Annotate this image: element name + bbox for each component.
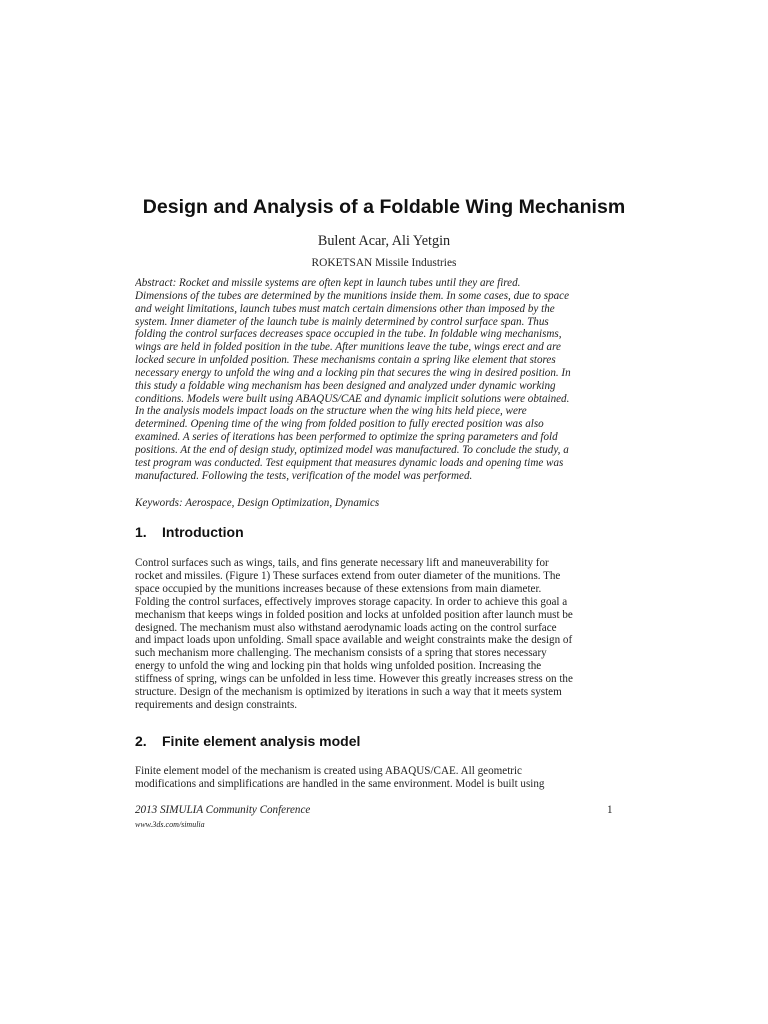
section-title: Introduction <box>162 524 244 540</box>
abstract-line: and weight limitations, launch tubes must match certain dimensions other than imposed by the <box>135 302 555 315</box>
paragraph-line: Finite element model of the mechanism is created using ABAQUS/CAE. All geometric <box>135 765 522 777</box>
abstract-line: examined. A series of iterations has been performed to optimize the spring parameters and fold <box>135 431 558 444</box>
abstract-line: test program was conducted. Test equipment that measures dynamic loads and opening time was <box>135 456 564 469</box>
introduction-paragraph <box>135 557 633 712</box>
paragraph-line: such mechanism more challenging. The mechanism consists of a spring that stores necessary <box>135 647 547 660</box>
section-heading-fea-model <box>135 733 360 749</box>
abstract-line: Dimensions of the tubes are determined by the munitions inside them. In some cases, due to space <box>135 289 570 302</box>
section-number: 2. <box>135 733 147 749</box>
section-heading-introduction <box>135 524 244 540</box>
paragraph-line: requirements and design constraints. <box>135 698 298 711</box>
paragraph-line: stiffness of spring, wings can be unfolded in less time. However this greatly increases stress on the <box>135 673 573 686</box>
abstract-line: manufactured. Following the tests, verification of the model was performed. <box>135 469 473 482</box>
abstract-line: Abstract: Rocket and missile systems are often kept in launch tubes until they are fired. <box>135 277 521 289</box>
paper-title: Design and Analysis of a Foldable Wing Mechanism <box>142 196 626 218</box>
paragraph-line: structure. Design of the mechanism is optimized by iterations in such a way that it meets system <box>135 686 562 699</box>
abstract-line: In the analysis models impact loads on the structure when the wing hits held piece, were <box>135 405 527 418</box>
abstract-line: conditions. Models were built using ABAQUS/CAE and dynamic implicit solutions were obtained. <box>135 392 570 405</box>
paper-authors: Bulent Acar, Ali Yetgin <box>317 233 451 249</box>
paragraph-line: rocket and missiles. (Figure 1) These surfaces extend from outer diameter of the munitions. The <box>135 569 561 582</box>
paragraph-line: mechanism that keeps wings in folded position and locks at unfolded position after launch must be <box>135 608 573 621</box>
section-title: Finite element analysis model <box>162 733 361 749</box>
abstract <box>135 277 633 483</box>
paragraph-line: space occupied by the munitions increases because of these extensions from main diameter. <box>135 582 542 595</box>
section-number: 1. <box>135 524 147 540</box>
footer-conference: 2013 SIMULIA Community Conference <box>135 804 311 816</box>
paragraph-line: Folding the control surfaces, effectively improves storage capacity. In order to achieve this goal a <box>135 595 568 608</box>
abstract-line: system. Inner diameter of the launch tube is mainly determined by control surface span. Thus <box>135 315 549 328</box>
paragraph-line: designed. The mechanism must also withstand aerodynamic loads acting on the control surface <box>135 621 557 634</box>
paragraph-line: modifications and simplifications are handled in the same environment. Model is built using <box>135 777 545 790</box>
paragraph-line: energy to unfold the wing and locking pin that holds wing unfolded position. Increasing the <box>135 660 542 673</box>
abstract-line: determined. Opening time of the wing from folded position to fully erected position was also <box>135 418 544 431</box>
abstract-line: positions. At the end of design study, optimized model was manufactured. To conclude the study, a <box>135 443 569 456</box>
paper-affiliation: ROKETSAN Missile Industries <box>311 257 457 269</box>
keywords: Keywords: Aerospace, Design Optimization, Dynamics <box>135 497 380 509</box>
page-number: 1 <box>607 804 613 816</box>
abstract-line: necessary energy to unfold the wing and a locking pin that secures the wing in desired position. In <box>135 366 571 379</box>
abstract-line: this study a foldable wing mechanism has been designed and analyzed under dynamic working <box>135 379 556 392</box>
paragraph-line: and impact loads upon unfolding. Small space available and weight constraints make the design of <box>135 634 573 647</box>
fea-model-paragraph <box>135 765 633 791</box>
footer-url[interactable]: www.3ds.com/simulia <box>135 820 205 829</box>
abstract-line: folding the control surfaces decreases space occupied in the tube. In foldable wing mechanisms, <box>135 328 562 341</box>
abstract-line: locked secure in unfolded position. These mechanisms contain a spring like element that stores <box>135 354 556 367</box>
abstract-line: wings are held in folded position in the tube. After munitions leave the tube, wings erect and are <box>135 341 561 354</box>
paragraph-line: Control surfaces such as wings, tails, and fins generate necessary lift and maneuverability for <box>135 557 549 569</box>
